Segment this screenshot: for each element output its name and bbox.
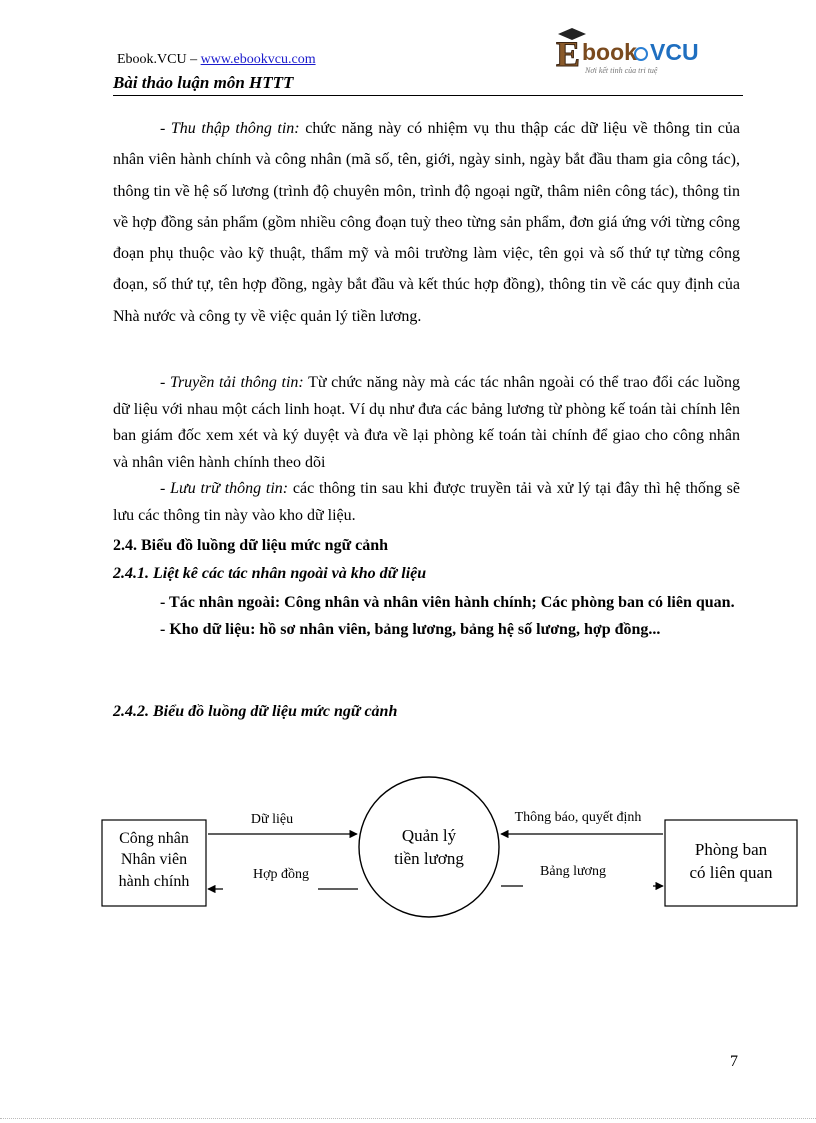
entity-left-line-2: Nhân viên — [120, 851, 188, 868]
flow-label-data: Dữ liệu — [250, 812, 294, 827]
dash: - — [160, 120, 171, 137]
header-divider — [113, 95, 743, 96]
text-transfer-info: Từ chức năng này mà các tác nhân ngoài có thể trao đổi các luồng dữ liệu với nhau một cách linh hoạt. Ví dụ như đưa các bảng lương từ phòng kế toán tài chính lên ban giám đốc xem xét và ký duyệt và đưa về lại phòng kế toán tài chính để giao cho công nhân và nhân viên hành chính theo dõi — [113, 374, 740, 471]
list-item-external-agents: - Tác nhân ngoài: Công nhân và nhân viên hành chính; Các phòng ban có liên quan. — [160, 594, 735, 611]
flow-label-contract: Hợp đồng — [252, 867, 310, 882]
header-site — [117, 52, 316, 68]
list-item-data-stores: - Kho dữ liệu: hồ sơ nhân viên, bảng lương, bảng hệ số lương, hợp đồng... — [160, 621, 661, 638]
logo-letter-e: E — [556, 34, 581, 74]
paragraph-transfer-info — [113, 370, 740, 529]
logo-tagline: Nơi kết tinh của tri tuệ — [585, 66, 658, 75]
heading-2-4-2: 2.4.2. Biểu đồ luồng dữ liệu mức ngữ cảnh — [113, 703, 398, 720]
context-dfd-diagram — [95, 775, 805, 925]
process-line-1: Quản lý — [401, 826, 457, 845]
entity-right-line-1: Phòng ban — [694, 840, 768, 859]
text-store-info: các thông tin sau khi được truyền tải và xử lý tại đây thì hệ thống sẽ lưu các thông tin này vào kho dữ liệu. — [113, 480, 741, 524]
logo-word-book: book — [582, 39, 637, 65]
entity-left-line-3: hành chính — [118, 873, 190, 890]
heading-2-4-1: 2.4.1. Liệt kê các tác nhân ngoài và kho dữ liệu — [113, 565, 427, 582]
footer-divider — [0, 1118, 816, 1119]
term-store-info: Lưu trữ thông tin: — [170, 480, 289, 497]
flow-label-notices: Thông báo, quyết định — [514, 810, 642, 825]
ebookvcu-logo — [552, 24, 702, 84]
page-number: 7 — [730, 1053, 738, 1070]
process-line-2: tiền lương — [394, 849, 464, 868]
list-external-agents-stores — [113, 590, 740, 643]
logo-word-vcu: VCU — [650, 39, 699, 65]
process-salary-management — [359, 777, 499, 917]
dash: - — [160, 374, 170, 391]
entity-left-line-1: Công nhân — [119, 830, 189, 847]
text-collect-info: chức năng này có nhiệm vụ thu thập các dữ liệu về thông tin của nhân viên hành chính và công nhân (mã số, tên, giới, ngày sinh, ngày bắt đầu tham gia công tác), thông tin về hệ số lương (trình độ chuyên môn, trình độ ngoại ngữ, thâm niên công tác), thông tin về hợp đồng sản phẩm (gồm nhiều công đoạn tuỳ theo từng sản phẩm, đơn giá ứng với từng công đoạn phụ thuộc vào kỹ thuật, thẩm mỹ và môi trường làm việc, tên gọi và số thứ tự từng công đoạn, số thứ tự, tên hợp đồng, ngày bắt đầu và kết thúc hợp đồng), thông tin về các quy định của Nhà nước và công ty về việc quản lý tiền lương. — [113, 120, 740, 325]
header-title: Bài thảo luận môn HTTT — [113, 73, 294, 92]
paragraph-collect-info — [113, 113, 740, 332]
term-transfer-info: Truyền tải thông tin: — [169, 374, 304, 391]
entity-right-line-2: có liên quan — [689, 863, 773, 882]
dash: - — [160, 480, 171, 497]
header-site-prefix: Ebook.VCU – — [117, 52, 201, 67]
heading-2-4: 2.4. Biểu đồ luồng dữ liệu mức ngữ cảnh — [113, 537, 389, 554]
header-site-link[interactable]: www.ebookvcu.com — [200, 52, 316, 67]
flow-label-payroll: Bảng lương — [540, 864, 606, 879]
term-collect-info: Thu thập thông tin: — [170, 120, 300, 137]
